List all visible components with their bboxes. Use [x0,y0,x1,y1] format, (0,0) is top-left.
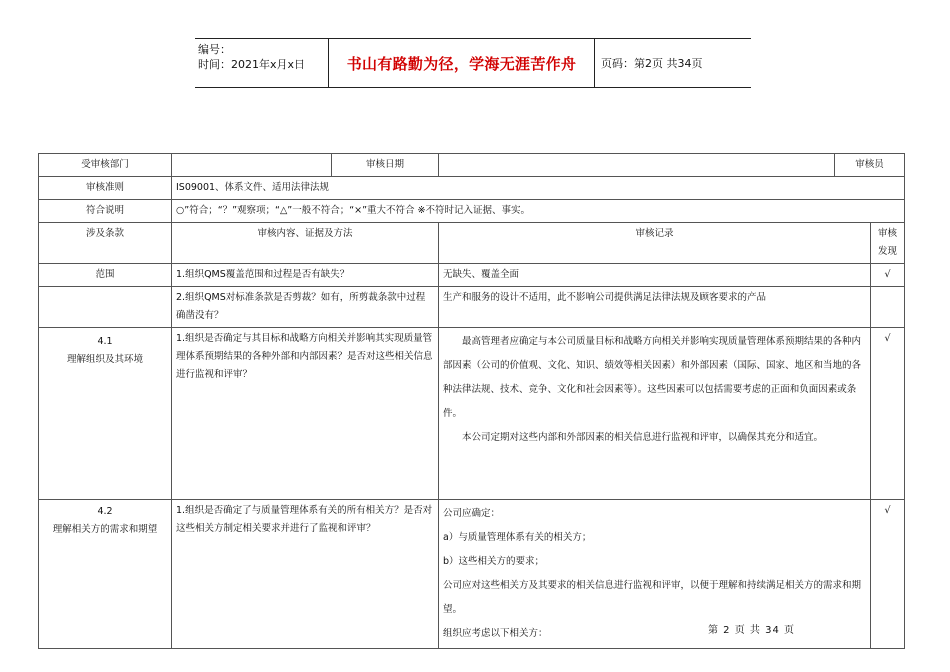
number-label: 编号： [198,43,231,56]
finding-cell: √ [871,264,905,287]
table-row [39,200,905,223]
record-paragraph: 最高管理者应确定与本公司质量目标和战略方向相关并影响实现质量管理体系预期结果的各种内部因素（公司的价值观、文化、知识、绩效等相关因素）和外部因素（国际、国家、地区和当地的各种法律法规、技术、竞争、文化和社会因素等）。这些因素可以包括需要考虑的正面和负面因素或条件。 [443,336,862,419]
dept-value [172,154,332,177]
audit-date-label: 审核日期 [332,154,439,177]
conform-value: ○”符合；“？”观察项；“△”一般不符合；“×”重大不符合 ※不符时记入证据、事实。 [172,200,905,223]
criteria-label: 审核准则 [39,177,172,200]
record-cell [439,328,871,500]
audit-table [38,153,905,649]
record-line: a）与质量管理体系有关的相关方； [443,532,592,543]
page-footer: 第 2 页 共 34 页 [708,625,795,636]
record-line: 组织应考虑以下相关方： [443,628,548,639]
table-header-row [39,223,905,264]
time-label: 时间：2021年x月x日 [198,58,306,71]
record-cell [439,500,871,649]
record-cell: 生产和服务的设计不适用，此不影响公司提供满足法律法规及顾客要求的产品 [439,287,871,328]
clause-title: 理解相关方的需求和期望 [52,524,158,535]
finding-cell: √ [871,328,905,500]
auditor-label: 审核员 [835,154,905,177]
clause-cell [39,328,172,500]
clause-cell [39,500,172,649]
dept-label: 受审核部门 [39,154,172,177]
record-line: b）这些相关方的要求； [443,556,545,567]
table-row [39,287,905,328]
conform-label: 符合说明 [39,200,172,223]
record-line: 公司应对这些相关方及其要求的相关信息进行监视和评审，以便于理解和持续满足相关方的需求和期望。 [443,580,862,615]
content-cell: 1.组织QMS覆盖范围和过程是否有缺失？ [172,264,439,287]
finding-cell: √ [871,500,905,649]
clause-cell: 范围 [39,264,172,287]
table-row [39,264,905,287]
col-finding-header: 审核发现 [871,223,905,264]
header-page-label: 页码：第2页 共34页 [601,57,703,70]
record-paragraph: 本公司定期对这些内部和外部因素的相关信息进行监视和评审，以确保其充分和适宜。 [462,432,824,443]
content-cell: 1.组织是否确定与其目标和战略方向相关并影响其实现质量管理体系预期结果的各种外部和内部因素？是否对这些相关信息进行监视和评审？ [172,328,439,500]
clause-number: 4.1 [97,336,113,347]
record-line: 公司应确定： [443,508,501,519]
col-clause-header: 涉及条款 [39,223,172,264]
content-cell: 2.组织QMS对标准条款是否剪裁？如有，所剪裁条款中过程确凿没有？ [172,287,439,328]
table-row [39,328,905,500]
col-content-header: 审核内容、证据及方法 [172,223,439,264]
finding-cell [871,287,905,328]
record-cell: 无缺失、覆盖全面 [439,264,871,287]
page-header [195,38,751,88]
col-record-header: 审核记录 [439,223,871,264]
criteria-value: IS09001、体系文件、适用法律法规 [172,177,905,200]
clause-title: 理解组织及其环境 [66,354,143,365]
clause-number: 4.2 [97,506,113,517]
content-cell: 1.组织是否确定了与质量管理体系有关的所有相关方？是否对这些相关方制定相关要求并进行了监视和评审？ [172,500,439,649]
header-motto: 书山有路勤为径，学海无涯苦作舟 [329,39,595,87]
header-meta [195,39,329,87]
table-row [39,154,905,177]
clause-cell [39,287,172,328]
audit-date-value [439,154,835,177]
table-row [39,177,905,200]
